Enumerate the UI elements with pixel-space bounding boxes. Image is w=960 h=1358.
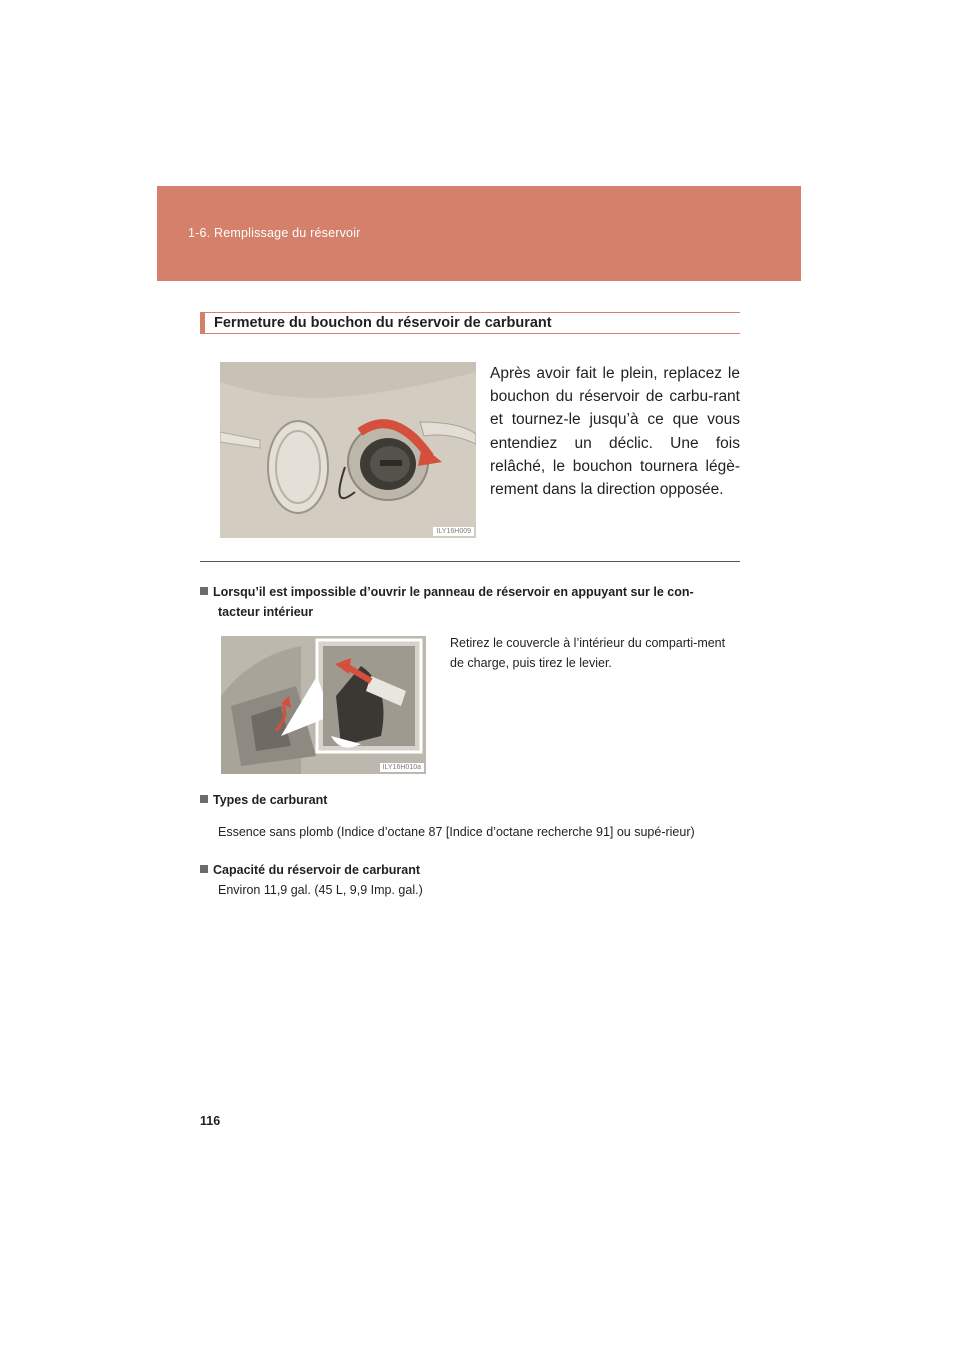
trunk-lever-illustration — [221, 636, 426, 774]
note-heading-release-lever — [200, 582, 740, 622]
tank-capacity-text: Environ 11,9 gal. (45 L, 9,9 Imp. gal.) — [218, 883, 423, 897]
section-divider — [200, 561, 740, 562]
fuel-type-text: Essence sans plomb (Indice d’octane 87 [Indice d’octane recherche 91] ou supé-rieur) — [218, 825, 695, 839]
note-heading-line1: Lorsqu’il est impossible d’ouvrir le panneau de réservoir en appuyant sur le con- — [213, 585, 694, 599]
bullet-square-icon — [200, 587, 208, 595]
figure-label: ILY16H009 — [433, 527, 474, 536]
heading-accent-bar — [200, 312, 205, 334]
note-heading-fuel-types — [200, 790, 327, 810]
instruction-paragraph: Après avoir fait le plein, replacez le bouchon du réservoir de carbu-rant et tournez-le jusqu’à ce que vous entendiez un déclic. Une fois relâché, le bouchon tournera légè-rement dans la direction opposée. — [490, 365, 740, 499]
page-number: 116 — [200, 1114, 221, 1128]
section-heading: Fermeture du bouchon du réservoir de carburant — [214, 315, 552, 331]
trunk-lever-drawing — [221, 636, 426, 774]
release-lever-instruction: Retirez le couvercle à l’intérieur du comparti-ment de charge, puis tirez le levier. — [450, 636, 726, 670]
fuel-cap-illustration — [220, 362, 476, 538]
figure-label: ILY16H010a — [380, 763, 424, 772]
bullet-square-icon — [200, 795, 208, 803]
note-heading-text: Capacité du réservoir de carburant — [213, 863, 421, 877]
bullet-square-icon — [200, 865, 208, 873]
note-heading-tank-capacity — [200, 860, 420, 880]
note-heading-text: Types de carburant — [213, 793, 328, 807]
section-heading-box — [200, 312, 740, 334]
chapter-header-band — [157, 186, 801, 281]
fuel-cap-drawing — [220, 362, 476, 538]
chapter-section-title: 1-6. Remplissage du réservoir — [188, 226, 361, 240]
note-heading-line2: tacteur intérieur — [218, 605, 314, 619]
